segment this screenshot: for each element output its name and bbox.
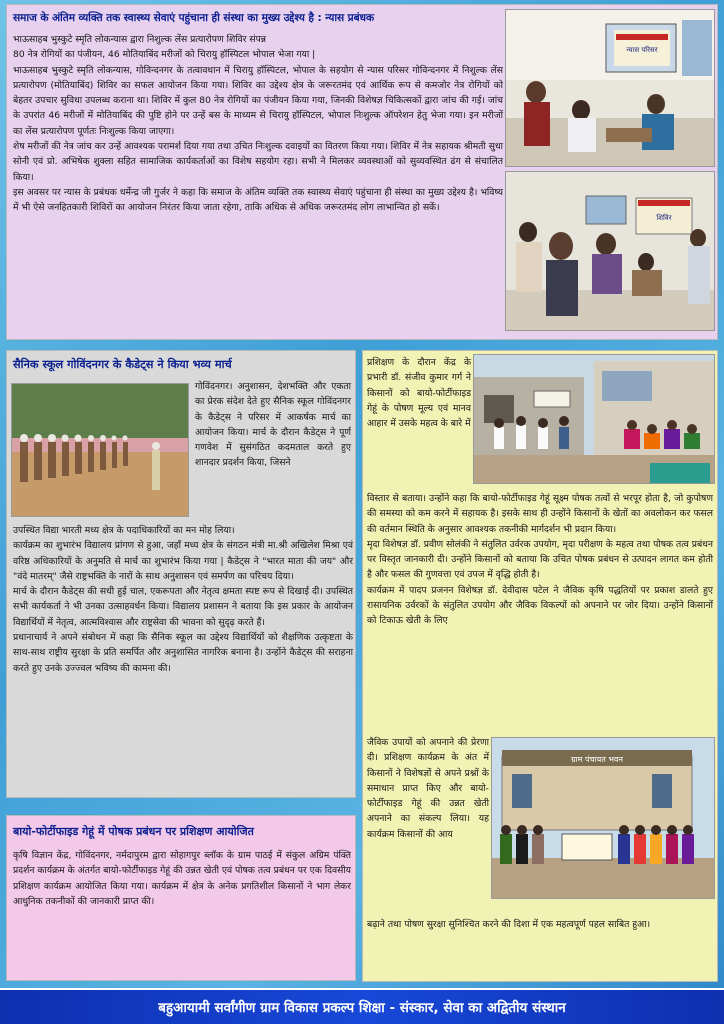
article-cadet-march-headline: सैनिक स्कूल गोविंदनगर के कैडेट्स ने किया भव्य मार्च xyxy=(13,358,232,371)
biofortified-right-paragraph-3: कार्यक्रम में पादप प्रजनन विशेषज्ञ डॉ. देवीदास पटेल ने जैविक कृषि पद्धतियों पर प्रकाश डालते हुए रासायनिक उर्वरकों के संतुलित उपयोग और जैविक विकल्पों को अपनाने पर जोर दिया। उन्होंने किसानों को टिकाऊ खेती के लिए xyxy=(367,584,713,627)
article-eye-camp xyxy=(6,4,718,340)
eye-camp-photo-1 xyxy=(505,9,715,167)
eye-camp-paragraph-2: शेष मरीजों की नेत्र जांच कर उन्हें आवश्यक परामर्श दिया गया तथा उचित निःशुल्क दवाइयों का वितरण किया गया। शिविर में नेत्र सहायक श्रीमती सुधा सोनी एवं प्रो. अभिषेक शुक्ला सहित सामाजिक कार्यकर्ताओं का विशेष सहयोग रहा। सभी ने मिलकर व्यवस्थाओं को सुव्यवस्थित ढंग से संचालित किया। xyxy=(13,141,503,183)
training-photo-1 xyxy=(473,354,715,484)
training-photo-2-sign: ग्राम पंचायत भवन xyxy=(571,755,623,764)
article-biofortified-headline: बायो-फोर्टीफाइड गेहूं में पोषक प्रबंधन पर प्रशिक्षण आयोजित xyxy=(13,825,254,838)
biofortified-right-paragraph-2: मृदा विशेषज्ञ डॉ. प्रवीण सोलंकी ने संतुलित उर्वरक उपयोग, मृदा परीक्षण के महत्व तथा पोषक तत्व प्रबंधन पर विस्तृत जानकारी दी। उन्होंने किसानों को बताया कि उचित पोषक प्रबंधन से उत्पादन लागत कम होती है और फसल की गुणवत्ता एवं उपज में वृद्धि होती है। xyxy=(367,538,713,581)
eye-camp-line-1: भाऊसाहब भुस्कुटे स्मृति लोकन्यास द्वारा निशुल्क लेंस प्रत्यारोपण शिविर संपन्न xyxy=(13,34,267,45)
eye-camp-photo-2-banner-text: शिविर xyxy=(656,214,672,222)
cadet-march-photo-image xyxy=(12,384,189,517)
eye-camp-banner-text: न्यास परिसर xyxy=(626,46,658,54)
biofortified-right-paragraph-1: विस्तार से बताया। उन्होंने कहा कि बायो-फोर्टीफाइड गेहूं सूक्ष्म पोषक तत्वों से भरपूर होता है, जो कुपोषण की समस्या को कम करने में सहायक है। इसके साथ ही उन्होंने किसानों के खेतों का अवलोकन कर फसल की वर्तमान स्थिति के अनुसार आवश्यक तकनीकी मार्गदर्शन भी प्रदान किया। xyxy=(367,493,713,535)
cadet-march-paragraph-1: उपस्थित विद्या भारती मध्य क्षेत्र के पदाधिकारियों का मन मोह लिया। xyxy=(13,525,235,536)
cadet-march-photo xyxy=(11,383,189,517)
biofortified-right-narrow: जैविक उपायों को अपनाने की प्रेरणा दी। प्रशिक्षण कार्यक्रम के अंत में किसानों ने विशेषज्ञों से अपने प्रश्नों के समाधान प्राप्त किए और बायो-फोर्टीफाइड गेहूं की उन्नत खेती अपनाने का संकल्प लिया। यह कार्यक्रम किसानों की आय xyxy=(367,737,489,840)
footer-text: बहुआयामी सर्वांगीण ग्राम विकास प्रकल्प शिक्षा - संस्कार, सेवा का अद्वितीय संस्थान xyxy=(158,1000,566,1016)
cadet-march-paragraph-2: कार्यक्रम का शुभारंभ विद्यालय प्रांगण से हुआ, जहाँ मध्य क्षेत्र के संगठन मंत्री मा.श्री अखिलेश मिश्रा एवं वरिष्ठ अधिकारियों के अनुमति से मार्च का शुभारंभ किया गया | कैडेट्स ने "भारत माता की जय" और "वंदे मातरम्" जैसे राष्ट्रभक्ति के नारों के साथ अनुशासन एवं समर्पण का परिचय दिया। xyxy=(13,540,353,582)
eye-camp-paragraph-1: भाऊसाहब भुस्कुटे स्मृति लोकन्यास, गोविन्दनगर के तत्वावधान में चिरायु हॉस्पिटल, भोपाल के सहयोग से न्यास परिसर गोविन्दनगर में निशुल्क लेंस प्रत्यारोपण (मोतियाबिंद) शिविर का सफल आयोजन किया गया। शिविर का उद्देश्य क्षेत्र के जरूरतमंद एवं आर्थिक रूप से कमजोर नेत्र रोगियों को बेहतर उपचार सुविधा उपलब्ध कराना था। शिविर में कुल 80 नेत्र रोगियों का पंजीयन किया गया, जिनकी विशेषज्ञ चिकित्सकों द्वारा जांच की गई। जांच के उपरांत 46 मरीजों में मोतियाबिंद की पुष्टि होने पर उन्हें बस के माध्यम से चिरायु हॉस्पिटल, भोपाल निःशुल्क ऑपरेशन हेतु भेजा गया। इन मरीजों का लेंस प्रत्यारोपण पूर्णतः निःशुल्क किया जाएगा। xyxy=(13,64,503,137)
cadet-march-intro: गोविंदनगर। अनुशासन, देशभक्ति और एकता का प्रेरक संदेश देते हुए सैनिक स्कूल गोविंदनगर के कैडेट्स ने परिसर में आकर्षक मार्च का आयोजन किया। मार्च के दौरान कैडेट्स ने पूर्ण गणवेश में सुसंगठित कदमताल करते हुए शानदार प्रदर्शन किया, जिसने xyxy=(195,381,351,469)
biofortified-right-closing: बढ़ाने तथा पोषण सुरक्षा सुनिश्चित करने की दिशा में एक महत्वपूर्ण पहल साबित हुआ। xyxy=(367,919,651,930)
eye-camp-line-2: 80 नेत्र रोगियों का पंजीयन, 46 मोतियाबिंद मरीजों को चिरायु हॉस्पिटल भोपाल भेजा गया | xyxy=(13,49,316,61)
cadet-march-paragraph-3: मार्च के दौरान कैडेट्स की सधी हुई चाल, एकरूपता और नेतृत्व क्षमता स्पष्ट रूप से दिखाई दी। उपस्थित सभी कार्यकर्ता ने भी उनका उत्साहवर्धन किया। विद्यालय प्रशासन ने बताया कि इस प्रकार के आयोजन विद्यार्थियों में नेतृत्व, आत्मविश्वास और राष्ट्रसेवा की भावना को सुदृढ़ करते हैं। xyxy=(13,586,353,628)
eye-camp-paragraph-3: इस अवसर पर न्यास के प्रबंधक धर्मेन्द्र जी गुर्जर ने कहा कि समाज के अंतिम व्यक्ति तक स्वास्थ्य सेवाएं पहुंचाना ही संस्था का मुख्य उद्देश्य है। भविष्य में भी ऐसे जनहितकारी शिविरों का आयोजन निरंतर किया जाता रहेगा, ताकि अधिक से अधिक जरूरतमंद लोग लाभान्वित हो सकें। xyxy=(13,186,503,214)
article-biofortified-continued xyxy=(362,350,718,982)
training-photo-2 xyxy=(491,737,715,899)
eye-camp-photo-1-image xyxy=(506,10,715,167)
training-photo-1-image xyxy=(474,355,715,484)
biofortified-paragraph: कृषि विज्ञान केंद्र, गोविंदनगर, नर्मदापुरम द्वारा सोहागपुर ब्लॉक के ग्राम पाठई में संकुल अग्रिम पंक्ति प्रदर्शन कार्यक्रम के अंतर्गत बायो-फोर्टीफाइड गेहूं की उन्नत खेती एवं पोषक तत्व प्रबंधन पर एक दिवसीय प्रशिक्षण कार्यक्रम आयोजित किया गया। कार्यक्रम में क्षेत्र के अनेक प्रगतिशील किसानों ने भाग लेकर आधुनिक तकनीकों की जानकारी प्राप्त की। xyxy=(13,850,351,907)
article-cadet-march xyxy=(6,350,356,798)
biofortified-right-intro: प्रशिक्षण के दौरान केंद्र के प्रभारी डॉ. संजीव कुमार गर्ग ने किसानों को बायो-फोर्टीफाइड गेहूं के पोषण मूल्य एवं मानव आहार में उसके महत्व के बारे में xyxy=(367,357,471,430)
eye-camp-photo-2 xyxy=(505,171,715,331)
footer-banner xyxy=(0,988,724,1024)
training-photo-2-image xyxy=(492,738,715,899)
article-biofortified-wheat xyxy=(6,815,356,981)
article-eye-camp-headline: समाज के अंतिम व्यक्ति तक स्वास्थ्य सेवाएं पहुंचाना ही संस्था का मुख्य उद्देश्य है : न्यास प्रबंधक xyxy=(13,12,374,24)
cadet-march-paragraph-4: प्रधानाचार्य ने अपने संबोधन में कहा कि सैनिक स्कूल का उद्देश्य विद्यार्थियों को शैक्षणिक उत्कृष्टता के साथ-साथ राष्ट्रीय सुरक्षा के प्रति समर्पित और अनुशासित नागरिक बनाना है। उन्होंने कैडेट्स की सराहना करते हुए उनके उज्ज्वल भविष्य की कामना की। xyxy=(13,632,353,674)
eye-camp-photo-2-image xyxy=(506,172,715,331)
